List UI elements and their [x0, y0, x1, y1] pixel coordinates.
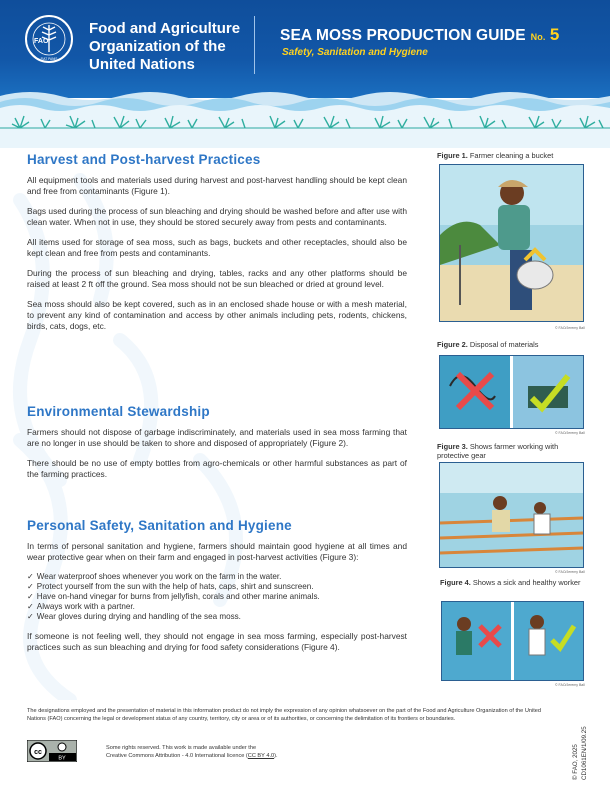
- paragraph: There should be no use of empty bottles from agro-chemicals or other harmful substances as part of the farming practices.: [27, 458, 407, 479]
- check-icon: ✓: [27, 582, 34, 591]
- org-line: United Nations: [89, 56, 195, 73]
- license-line-text: Creative Commons Attribution - 4.0 International licence (: [106, 752, 248, 759]
- check-icon: ✓: [27, 572, 34, 581]
- org-line: Food and Agriculture: [89, 20, 241, 37]
- fao-logo: [24, 14, 74, 64]
- figure-2-caption: [437, 340, 587, 349]
- figure-3-farmer-protective-gear: [439, 462, 584, 568]
- guide-number: 5: [549, 25, 560, 44]
- section-heading: Harvest and Post-harvest Practices: [27, 152, 261, 167]
- cc-label: cc: [34, 749, 42, 756]
- figure-caption-text: Farmer cleaning a bucket: [469, 151, 554, 160]
- license-line: [106, 753, 278, 761]
- check-icon: ✓: [27, 612, 34, 621]
- creative-commons-badge: [27, 740, 77, 762]
- section-heading: Environmental Stewardship: [27, 404, 210, 419]
- license-line-end: ).: [274, 752, 278, 759]
- list-item: [27, 582, 407, 592]
- figure-credit: © FAO/Jeremy Ball: [555, 683, 585, 687]
- guide-no-label: No.: [530, 32, 546, 42]
- list-item: [27, 602, 407, 612]
- publication-code: [561, 704, 603, 782]
- figure-label: Figure 2.: [437, 340, 468, 349]
- list-item-text: Protect yourself from the sun with the help of hats, caps, shirt and sunscreen.: [36, 582, 314, 591]
- cc-by-license-link[interactable]: CC BY 4.0: [247, 752, 275, 759]
- logo-motto: FIAT PANIS: [40, 57, 58, 61]
- logo-text: FAO: [34, 38, 49, 45]
- list-item-text: Wear waterproof shoes whenever you work on the farm in the water.: [36, 572, 282, 581]
- environment-section: [27, 404, 407, 489]
- list-item-text: Always work with a partner.: [36, 602, 135, 611]
- figure-4-sick-and-healthy-worker: [441, 601, 584, 681]
- job-code-text: CD1061EN/1/09.25: [581, 726, 588, 780]
- list-item: [27, 572, 407, 582]
- figure-3-caption: [437, 442, 587, 460]
- figure-caption-text: Shows a sick and healthy worker: [472, 578, 581, 587]
- harvest-section: [27, 152, 407, 341]
- paragraph: If someone is not feeling well, they should not engage in sea moss farming, especially post-harvest practices such as sun bleaching and drying for food safety considerations (Figure 4).: [27, 631, 407, 652]
- list-item: [27, 612, 407, 622]
- copyright-text: © FAO, 2025: [572, 744, 579, 780]
- cc-by-label: BY: [58, 755, 66, 762]
- figure-credit: © FAO/Jeremy Ball: [555, 326, 585, 330]
- figure-caption-text: Shows farmer working with protective gear: [437, 442, 559, 460]
- guide-title: [280, 25, 559, 45]
- figure-credit: © FAO/Jeremy Ball: [555, 570, 585, 574]
- paragraph: All equipment tools and materials used during harvest and post-harvest handling should be kept clean and free from contaminants (Figure 1).: [27, 175, 407, 196]
- paragraph: Sea moss should also be kept covered, such as in an enclosed shade house or with a mesh material, to prevent any kind of contamination and access by other animals including pets, rodents, chickens, birds, cats, dogs, etc.: [27, 299, 407, 331]
- license-line: Some rights reserved. This work is made available under the: [106, 745, 257, 751]
- figure-1-farmer-cleaning-bucket: [439, 164, 584, 322]
- seaweed-wave-band: [0, 88, 610, 148]
- disclaimer: The designations employed and the presentation of material in this information product do not imply the expression of any opinion whatsoever on the part of the Food and Agriculture Organization of the United Nations (FAO) concerning the legal or development status of any country, territory, city or area or of its authorities, or concerning the delimitation of its frontiers or boundaries.: [27, 708, 542, 722]
- page-header: [0, 0, 610, 98]
- paragraph: During the process of sun bleaching and drying, tables, racks and any other platforms should be raised at least 2 ft off the ground. Sea moss should not be sun bleached or dried at ground level.: [27, 268, 407, 289]
- list-item: [27, 592, 407, 602]
- header-divider: [254, 16, 255, 74]
- figure-credit: © FAO/Jeremy Ball: [555, 431, 585, 435]
- guide-title-text: SEA MOSS PRODUCTION GUIDE: [280, 27, 526, 44]
- figure-4-caption: [440, 578, 590, 587]
- figure-2-disposal-of-materials: [439, 355, 584, 429]
- check-icon: ✓: [27, 592, 34, 601]
- figure-label: Figure 4.: [440, 578, 471, 587]
- figure-label: Figure 3.: [437, 442, 468, 451]
- license-text: [106, 745, 278, 760]
- paragraph: In terms of personal sanitation and hygiene, farmers should maintain good hygiene at all times and wear protective gear when on their farm and engaged in post-harvest activities (Figure 3):: [27, 541, 407, 562]
- figure-1-caption: [437, 151, 587, 160]
- list-item-text: Have on-hand vinegar for burns from jellyfish, corals and other marine animals.: [36, 592, 320, 601]
- safety-checklist: [27, 572, 407, 622]
- guide-subtitle: Safety, Sanitation and Hygiene: [282, 47, 428, 58]
- check-icon: ✓: [27, 602, 34, 611]
- paragraph: Farmers should not dispose of garbage indiscriminately, and materials used in sea moss farming that are no longer in use should be taken to shore and disposed of appropriately (Figure 2).: [27, 427, 407, 448]
- section-heading: Personal Safety, Sanitation and Hygiene: [27, 518, 292, 533]
- safety-section: [27, 518, 407, 662]
- org-name: [89, 20, 249, 74]
- org-line: Organization of the: [89, 38, 226, 55]
- figure-label: Figure 1.: [437, 151, 468, 160]
- figure-caption-text: Disposal of materials: [469, 340, 539, 349]
- paragraph: All items used for storage of sea moss, such as bags, buckets and other receptacles, should also be kept clean and free from pests and contaminants.: [27, 237, 407, 258]
- paragraph: Bags used during the process of sun bleaching and drying should be washed before and after use with clean water. When not in use, they should be stored securely away from pests and contaminants.: [27, 206, 407, 227]
- list-item-text: Wear gloves during drying and handling of the sea moss.: [36, 612, 241, 621]
